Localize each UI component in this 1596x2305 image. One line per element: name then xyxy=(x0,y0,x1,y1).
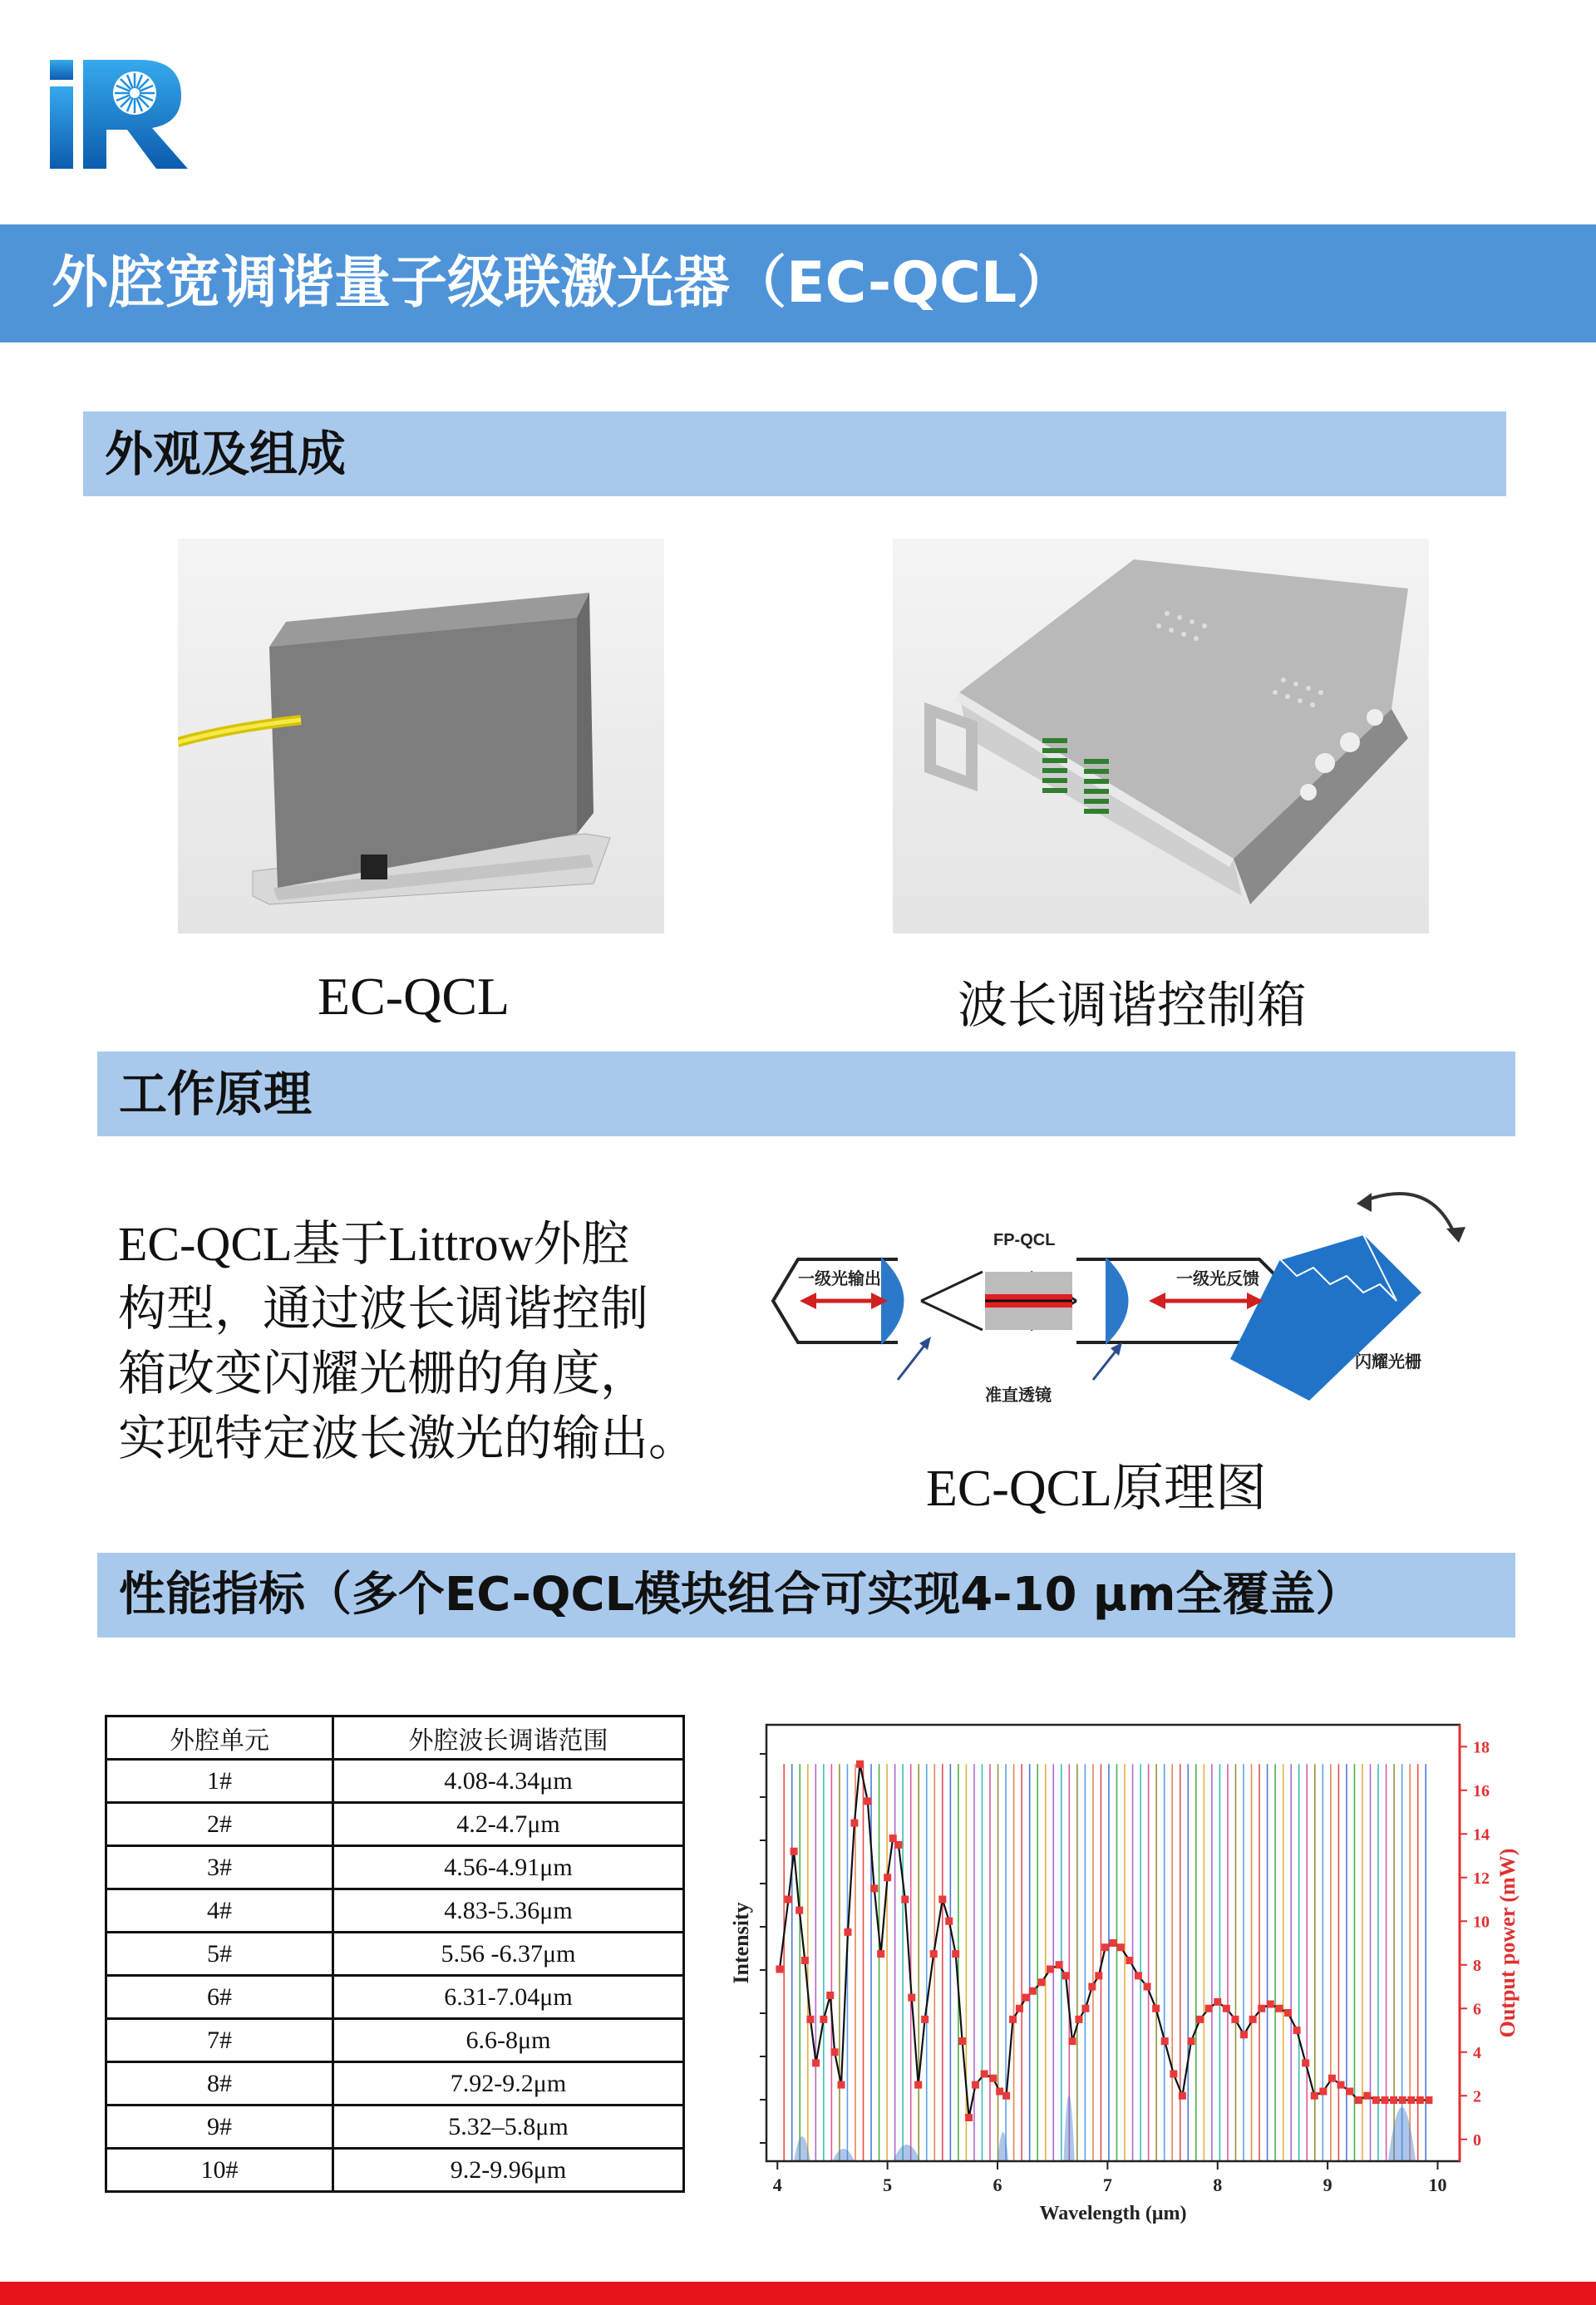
power-series-point xyxy=(1126,1957,1133,1964)
y-left-axis-label: Intensity xyxy=(729,1902,753,1984)
table-row xyxy=(106,1889,684,1933)
x-tick-label: 4 xyxy=(772,2174,782,2195)
power-series-point xyxy=(1319,2088,1327,2096)
section-performance-title: 性能指标（多个EC-QCL模块组合可实现4-10 μm全覆盖） xyxy=(119,1568,1362,1622)
table-cell-unit: 1# xyxy=(106,1760,333,1803)
x-tick-label: 8 xyxy=(1213,2174,1223,2195)
table-cell-range: 7.92-9.2μm xyxy=(333,2062,684,2106)
power-series-point xyxy=(901,1896,909,1904)
power-series-point xyxy=(1249,2016,1257,2023)
power-series-point xyxy=(801,1957,809,1964)
power-series-point xyxy=(1075,2016,1082,2023)
table-cell-unit: 5# xyxy=(106,1933,333,1976)
feedback-label: 一级光反馈 xyxy=(1176,1268,1259,1288)
power-series-point xyxy=(989,2075,997,2082)
table-cell-unit: 2# xyxy=(106,1803,333,1846)
table-row xyxy=(106,1760,684,1803)
power-series-point xyxy=(1390,2096,1397,2104)
power-series-point xyxy=(844,1928,851,1936)
ec-qcl-caption: EC-QCL xyxy=(318,967,510,1026)
power-series-point xyxy=(921,2016,929,2023)
fp-qcl-label: FP-QCL xyxy=(993,1231,1056,1249)
power-series-point xyxy=(1002,2092,1010,2100)
bottom-red-bar xyxy=(0,2282,1596,2305)
y-right-tick-label: 12 xyxy=(1473,1869,1490,1888)
power-series-point xyxy=(1399,2096,1406,2104)
table-row xyxy=(106,1846,684,1889)
y-right-axis-label: Output power (mW) xyxy=(1495,1848,1520,2038)
power-series-point xyxy=(1009,2016,1017,2023)
power-series-point xyxy=(812,2059,820,2066)
principle-line: 构型，通过波长调谐控制 xyxy=(118,1282,649,1336)
power-series-line xyxy=(780,1764,1429,2117)
table-row xyxy=(106,2106,684,2149)
table-header-row xyxy=(106,1716,684,1760)
power-series-point xyxy=(1293,2027,1301,2034)
power-series-point xyxy=(1135,1972,1142,1979)
power-series-point xyxy=(972,2081,979,2089)
table-row xyxy=(106,2019,684,2062)
table-header-range: 外腔波长调谐范围 xyxy=(333,1716,684,1760)
table-cell-unit: 4# xyxy=(106,1889,333,1933)
power-series-point xyxy=(1223,2005,1230,2012)
rotation-arrow-icon xyxy=(1363,1194,1455,1234)
y-right-tick-label: 6 xyxy=(1473,2000,1481,2019)
power-series-point xyxy=(791,1848,798,1855)
spectrum-peak xyxy=(1063,2095,1074,2161)
power-series-point xyxy=(1311,2092,1318,2100)
y-right-tick-label: 8 xyxy=(1473,1956,1481,1975)
principle-line: 箱改变闪耀光栅的角度， xyxy=(118,1347,649,1401)
power-series-point xyxy=(884,1874,891,1881)
power-series-point xyxy=(1407,2096,1415,2104)
power-series-point xyxy=(1328,2075,1336,2082)
power-series-point xyxy=(785,1896,792,1904)
y-right-tick-label: 0 xyxy=(1473,2130,1481,2150)
x-axis-label: Wavelength (μm) xyxy=(1039,2203,1187,2224)
section-appearance-title: 外观及组成 xyxy=(105,426,347,482)
control-box-photo xyxy=(893,539,1429,933)
power-series-point xyxy=(1179,2092,1186,2100)
power-series-point xyxy=(820,2016,827,2023)
power-series-point xyxy=(1240,2031,1248,2038)
power-series-point xyxy=(894,1841,902,1849)
power-series-point xyxy=(1069,2037,1076,2045)
table-cell-unit: 10# xyxy=(106,2149,333,2192)
output-label: 一级光输出 xyxy=(798,1268,881,1288)
power-series-point xyxy=(826,1992,834,1999)
table-cell-unit: 6# xyxy=(106,1976,333,2019)
principle-paragraph xyxy=(118,1212,766,1471)
right-lens-shape xyxy=(1106,1257,1129,1345)
power-series-point xyxy=(1363,2092,1371,2100)
y-right-tick-label: 16 xyxy=(1473,1781,1490,1800)
y-right-tick-label: 18 xyxy=(1473,1738,1490,1757)
y-right-tick-label: 10 xyxy=(1473,1913,1490,1932)
diagram-caption: EC-QCL原理图 xyxy=(926,1460,1267,1517)
table-header-unit: 外腔单元 xyxy=(106,1716,333,1760)
x-tick-label: 9 xyxy=(1323,2174,1332,2195)
y-right-tick-label: 4 xyxy=(1473,2043,1481,2062)
table-cell-range: 6.6-8μm xyxy=(333,2019,684,2062)
spectrum-peak xyxy=(998,2132,1008,2161)
power-series-point xyxy=(1161,2037,1169,2045)
table-cell-range: 4.56-4.91μm xyxy=(333,1846,684,1889)
power-series-point xyxy=(1047,1966,1054,1973)
power-series-point xyxy=(1144,1983,1151,1991)
power-series-point xyxy=(1187,2037,1195,2045)
power-series-point xyxy=(1267,2001,1274,2008)
power-series-point xyxy=(1081,2005,1089,2012)
power-series-point xyxy=(981,2071,988,2078)
principle-line: EC-QCL基于Littrow外腔 xyxy=(118,1217,630,1271)
table-cell-unit: 7# xyxy=(106,2019,333,2062)
table-cell-range: 5.32–5.8μm xyxy=(333,2106,684,2149)
ec-qcl-photo xyxy=(178,539,664,933)
power-series-point xyxy=(945,1918,953,1925)
table-row xyxy=(106,2062,684,2106)
power-series-point xyxy=(952,1950,959,1958)
table-cell-range: 9.2-9.96μm xyxy=(333,2149,684,2192)
control-box-caption: 波长调谐控制箱 xyxy=(958,977,1307,1035)
power-series-point xyxy=(1425,2096,1432,2104)
power-series-point xyxy=(1022,1994,1030,2002)
power-series-point xyxy=(1275,2005,1283,2012)
table-cell-range: 4.83-5.36μm xyxy=(333,1889,684,1933)
power-series-point xyxy=(1346,2088,1353,2096)
spectrum-peak xyxy=(832,2149,854,2161)
power-series-point xyxy=(870,1884,878,1892)
spec-table xyxy=(105,1715,685,2193)
power-series-point xyxy=(938,1896,946,1904)
table-cell-unit: 9# xyxy=(106,2106,333,2149)
power-series-point xyxy=(1205,2005,1213,2012)
x-tick-label: 10 xyxy=(1428,2174,1447,2195)
section-principle-title: 工作原理 xyxy=(119,1066,313,1122)
spectrum-peak xyxy=(1388,2107,1416,2161)
power-series-point xyxy=(776,1966,783,1973)
power-series-point xyxy=(850,1820,858,1827)
power-series-point xyxy=(1214,1998,1221,2006)
power-series-point xyxy=(1152,2005,1160,2012)
principle-line: 实现特定波长激光的输出。 xyxy=(118,1411,697,1465)
power-series-point xyxy=(1117,1943,1125,1951)
power-series-point xyxy=(1258,2005,1265,2012)
x-tick-label: 5 xyxy=(883,2174,893,2195)
power-series-point xyxy=(1284,2009,1292,2017)
power-series-point xyxy=(1037,1978,1045,1986)
power-series-point xyxy=(1337,2081,1345,2089)
power-series-point xyxy=(965,2114,973,2121)
table-row xyxy=(106,2149,684,2192)
power-series-point xyxy=(838,2081,845,2089)
power-series-point xyxy=(958,2037,966,2045)
power-series-point xyxy=(1381,2096,1388,2104)
x-tick-label: 6 xyxy=(993,2174,1002,2195)
power-series-point xyxy=(1302,2059,1309,2066)
table-row xyxy=(106,1976,684,2019)
power-series-point xyxy=(796,1907,803,1914)
power-series-point xyxy=(1355,2096,1362,2104)
table-cell-range: 6.31-7.04μm xyxy=(333,1976,684,2019)
power-series-point xyxy=(1196,2016,1204,2023)
table-row xyxy=(106,1803,684,1846)
power-series-point xyxy=(1110,1939,1117,1947)
power-series-point xyxy=(1088,1983,1096,1991)
page-title: 外腔宽调谐量子级联激光器（EC-QCL） xyxy=(52,250,1074,316)
table-row xyxy=(106,1933,684,1976)
power-series-point xyxy=(1101,1943,1109,1951)
power-series-point xyxy=(930,1950,938,1958)
lens-label: 准直透镜 xyxy=(985,1385,1052,1405)
principle-diagram xyxy=(765,1172,1480,1413)
power-series-point xyxy=(1170,2071,1177,2078)
table-cell-range: 5.56 -6.37μm xyxy=(333,1933,684,1976)
power-series-point xyxy=(908,1994,915,2002)
power-series-point xyxy=(1231,2016,1239,2023)
table-cell-range: 4.08-4.34μm xyxy=(333,1760,684,1803)
power-series-point xyxy=(831,2048,839,2056)
table-cell-unit: 8# xyxy=(106,2062,333,2106)
y-right-tick-label: 2 xyxy=(1473,2087,1481,2106)
power-series-point xyxy=(914,2081,922,2089)
power-series-point xyxy=(1056,1961,1063,1968)
y-right-tick-label: 14 xyxy=(1473,1825,1490,1844)
power-series-point xyxy=(806,2016,814,2023)
power-series-point xyxy=(864,1797,871,1805)
power-series-point xyxy=(1095,1972,1102,1979)
x-tick-label: 7 xyxy=(1102,2174,1112,2195)
power-series-point xyxy=(1372,2096,1380,2104)
power-series-point xyxy=(996,2088,1003,2096)
power-series-point xyxy=(1062,1972,1070,1979)
grating-label: 闪耀光栅 xyxy=(1355,1352,1421,1372)
spectrum-peak xyxy=(893,2145,920,2161)
power-series-point xyxy=(877,1950,884,1958)
table-cell-unit: 3# xyxy=(106,1846,333,1889)
power-series-point xyxy=(1029,1987,1037,1995)
ir-logo xyxy=(48,58,194,170)
power-series-point xyxy=(1416,2096,1424,2104)
table-cell-range: 4.2-4.7μm xyxy=(333,1803,684,1846)
tuning-spectrum-chart xyxy=(715,1712,1546,2228)
power-series-point xyxy=(889,1835,897,1842)
power-series-point xyxy=(1016,2005,1023,2012)
power-series-point xyxy=(856,1761,864,1768)
